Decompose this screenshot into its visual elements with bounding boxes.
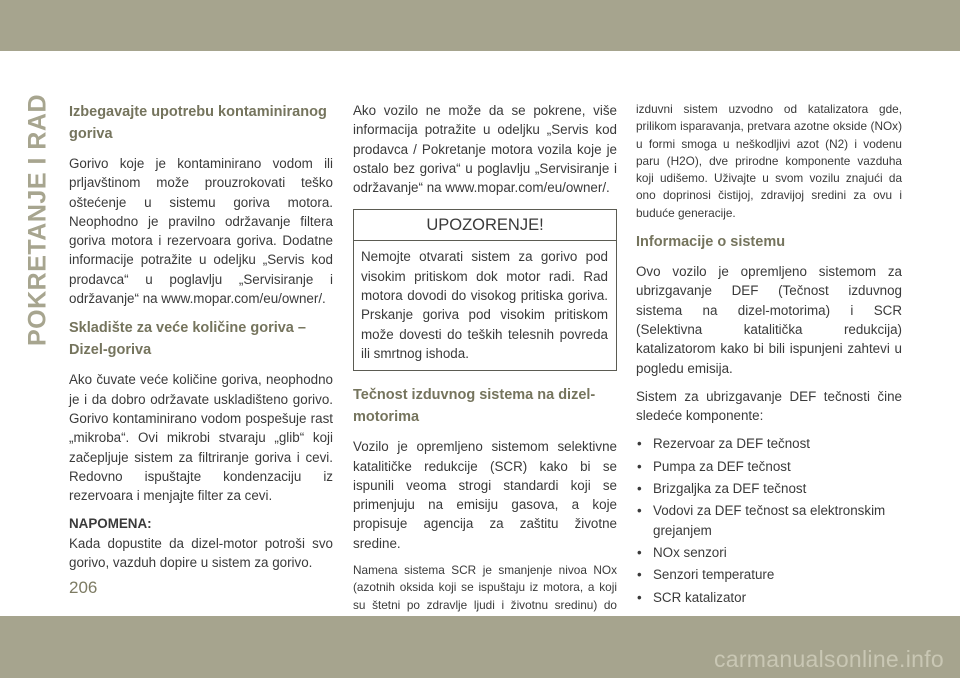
list-item: • Pumpa za DEF tečnost bbox=[636, 457, 902, 476]
list-item: • SCR katalizator bbox=[636, 588, 902, 607]
column-left bbox=[69, 101, 333, 581]
heading-diesel-exhaust-fluid: Tečnost izduvnog sistema na dizel-motorima bbox=[353, 387, 596, 426]
list-item: • Vodovi za DEF tečnost sa elektronskim grejanjem bbox=[636, 501, 902, 540]
paragraph-contaminated-fuel: Gorivo koje je kontaminirano vodom ili prljavštinom može prouzrokovati teško oštećenje u sistemu goriva motora. Neophodno je pravilno održavanje filtera goriva motora i rezervoara goriva. Dodatne informacije potražite u odeljku „Servis kod prodavca“ u poglavlju „Servisiranje i održavanje“ na www.mopar.com/eu/owner/. bbox=[69, 156, 333, 307]
paragraph-vehicle-wont-start: Ako vozilo ne može da se pokrene, više informacija potražite u odeljku „Servis kod prodavca / Pokretanje motora vozila koje je ostalo bez goriva“ u poglavlju „Servisiranje i održavanje“ na www.mopar.com/eu/owner/. bbox=[353, 103, 617, 196]
component-list bbox=[636, 434, 902, 606]
list-item: • Rezervoar za DEF tečnost bbox=[636, 434, 902, 453]
paragraph-bulk-fuel-storage: Ako čuvate veće količine goriva, neophodno je i da dobro održavate uskladišteno gorivo. Gorivo kontaminirano vodom pospešuje rast „mikroba“. Ovi mikrobi stvaraju „glib“ koji začepljuje sistem za filtriranje goriva i cevi. Redovno ispuštajte kondenzaciju iz rezervoara i menjajte filter za cevi. bbox=[69, 372, 333, 504]
section-side-title: POKRETANJE I RAD bbox=[23, 93, 52, 347]
note-label: NAPOMENA: bbox=[69, 516, 152, 532]
column-right bbox=[636, 101, 902, 610]
note-text: Kada dopustite da dizel-motor potroši svo gorivo, vazduh dopire u sistem za gorivo. bbox=[69, 535, 333, 571]
list-item: • NOx senzori bbox=[636, 543, 902, 562]
paragraph-scr-purpose-continued: izduvni sistem uzvodno od katalizatora gde, prilikom isparavanja, pretvara azotne okside (NOx) u formi smoga u neškodljivi azot (N2) i vodenu paru (H2O), dve prirodne komponente vazduha koji udišemo. Uživajte u svom vozilu znajući da ono doprinosi čistijoj, zdravijoj sredini za ovu i buduće generacije. bbox=[636, 102, 902, 220]
column-middle bbox=[353, 101, 617, 658]
watermark: carmanualsonline.info bbox=[713, 646, 944, 672]
paragraph-components-intro: Sistem za ubrizgavanje DEF tečnosti čine sledeće komponente: bbox=[636, 388, 902, 424]
header-band bbox=[0, 0, 960, 51]
paragraph-system-information: Ovo vozilo je opremljeno sistemom za ubrizgavanje DEF (Tečnost izduvnog sistema na dizel-motorima) i SCR (Selektivna katalitička redukcija) katalizatorom kako bi bili ispunjeni zahtevi u pogledu emisija. bbox=[636, 264, 902, 376]
heading-system-information: Informacije o sistemu bbox=[636, 234, 786, 251]
warning-text: Nemojte otvarati sistem za gorivo pod visokim pritiskom dok motor radi. Rad motora dovodi do visokog pritiska goriva. Prskanje goriva pod visokim pritiskom može dovesti do teških telesnih povreda ili smrtnog ishoda. bbox=[361, 249, 608, 361]
list-item: • Senzori temperature bbox=[636, 565, 902, 584]
heading-contaminated-fuel: Izbegavajte upotrebu kontaminiranog goriva bbox=[69, 104, 327, 142]
heading-bulk-fuel-storage: Skladište za veće količine goriva – Dizel-goriva bbox=[69, 320, 306, 359]
warning-title: UPOZORENJE! bbox=[354, 210, 616, 241]
list-item: • Brizgaljka za DEF tečnost bbox=[636, 479, 902, 498]
page-number: 206 bbox=[69, 578, 98, 597]
warning-box bbox=[353, 209, 617, 371]
paragraph-scr-system: Vozilo je opremljeno sistemom selektivne katalitičke redukcije (SCR) kako bi se ispunili veoma strogi standardi koji se primenjuju na emisiju gasova, a koje propisuje agencija za zaštitu životne sredine. bbox=[353, 439, 617, 551]
paragraph-scr-purpose: Namena sistema SCR je smanjenje nivoa NOx (azotnih oksida koji se ispuštaju iz motora, a koji su štetni po zdravlje ljudi i životnu sredinu) do bbox=[353, 563, 617, 612]
